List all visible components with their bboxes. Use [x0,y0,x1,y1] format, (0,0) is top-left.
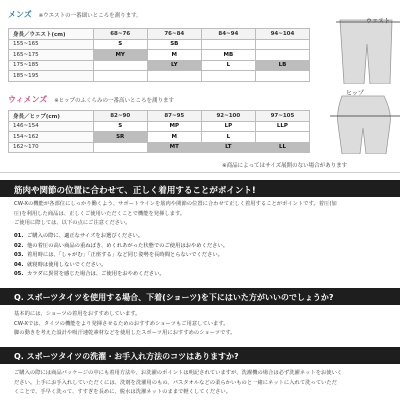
height-cell: 154~162 [9,132,94,143]
size-cell [201,39,255,50]
men-size-title [8,9,142,20]
hip-figure-illustration [316,94,400,154]
list-item-text: 就寝時は使用しないでください。 [27,261,107,268]
size-cell: LL [255,142,309,153]
answer-line: ださい。上手にお手入れしていただくには、洗剤を洗濯用のもの、パスタオルなどの柔らかいものと一緒にネットに入れて洗っていただ [14,379,337,386]
size-cell [255,132,309,143]
waist-figure-label: ウエスト [366,18,391,25]
list-item-text: 他の着圧の高い商品の重ねばき、めくれあがった状態でのご使用はおやめください。 [27,242,229,249]
women-title-label: ウィメンズ [8,95,48,104]
fit-point-description [14,200,390,229]
list-item-number: 03. [14,252,24,258]
table-header-cell: 84~94 [201,29,255,40]
table-row [9,50,310,61]
size-cell: MB [201,50,255,61]
size-cell: LY [147,60,201,71]
list-item-text: ご購入の際に、適正なサイズをお選びください。 [27,233,144,239]
list-item-number: 01. [14,233,24,239]
size-cell [255,50,309,61]
list-item-text: 着用時には、「しゃがむ」「正座する」など同じ姿勢を長時間とらないでください。 [27,252,223,258]
size-cell [93,71,147,82]
table-header-cell: 68~76 [93,29,147,40]
size-cell: M [147,50,201,61]
size-cell: LB [255,60,309,71]
answer-line: 脚の動きを考えた設計や吸汗速乾素材などを使用したスポーツ用におすすめのショーツです。 [14,330,236,336]
size-cell: S [93,121,147,132]
divider [0,172,400,173]
table-header-cell: 身長／ヒップ(cm) [9,111,94,122]
table-header-cell: 97~105 [255,111,309,122]
answer-line: くことで、手早く洗って、すすぎを長めに、脱水は洗濯ネットのままで軽くしてください。 [14,389,232,395]
height-cell: 165~175 [9,50,94,61]
size-cell: MP [147,121,201,132]
list-item [14,242,390,252]
list-item [14,270,390,280]
size-cell [255,71,309,82]
list-item-number: 02. [14,242,24,249]
table-header-cell: 82~90 [93,111,147,122]
table-row [9,71,310,82]
women-measure-note: ※ヒップのふくらみの一番高いところを測ります [54,98,175,104]
size-cell: LLP [255,121,309,132]
women-size-title [8,94,174,105]
list-item [14,261,390,271]
size-cell: MY [93,50,147,61]
table-header-cell: 87~95 [147,111,201,122]
caution-list [14,232,390,280]
size-cell [93,142,147,153]
table-row [9,121,310,132]
answer-line: ご購入の際には商品パッケージの中にも着用方法や、お洗濯のポイントは明記されていますが、洗濯機の場合は必ず洗濯ネットをお使いく [14,370,343,376]
description-line: ご使用に際しては、以下の点にご注意ください。 [14,220,131,226]
table-row [9,142,310,153]
list-item-number: 05. [14,271,24,277]
size-cell: SB [147,39,201,50]
table-header-row [9,111,310,122]
table-header-cell: 94~104 [255,29,309,40]
list-item [14,232,390,242]
size-cell [255,39,309,50]
size-cell: LP [201,121,255,132]
table-header-cell: 76~84 [147,29,201,40]
list-item [14,251,390,261]
size-cell: S [93,39,147,50]
faq-washing-heading: Q. スポーツタイツの洗濯・お手入れ方法のコツはありますか? [0,347,400,364]
faq-washing-answer [14,369,390,398]
description-line: 圧)を利用した商品は、正しくご使用いただくことで機能を発揮します。 [14,210,186,217]
table-header-cell: 身長／ウエスト(cm) [9,29,94,40]
faq-underwear-heading: Q. スポーツタイツを使用する場合、下着(ショーツ)を下にはいた方がいいのでしょうか? [0,288,400,305]
men-measure-note: ※ウエストの一番細いところを測ります。 [38,13,142,19]
table-row [9,39,310,50]
height-cell: 146~154 [9,121,94,132]
height-cell: 155~165 [9,39,94,50]
faq-underwear-answer [14,310,390,339]
size-cell [147,71,201,82]
men-title-label: メンズ [8,10,32,19]
list-item-text: カラダに異常を感じた場合は、ご使用をおやめください。 [27,271,165,277]
hip-figure-label: ヒップ [346,90,364,97]
height-cell: 185~195 [9,71,94,82]
size-cell: LT [201,142,255,153]
size-cell: SR [93,132,147,143]
answer-line: CW-Xでは、タイツの機能をより発揮させるためのおすすめショーツもご用意しています。 [14,320,229,327]
description-line: CW-Xの機能が各部位にしっかり働くよう、サポートラインを筋肉や関節の位置に合わせて正しく着用することがポイントです。着圧(加 [14,201,337,207]
women-size-table [8,110,310,153]
height-cell: 175~185 [9,60,94,71]
height-cell: 162~170 [9,142,94,153]
size-cell: M [147,132,201,143]
table-row [9,60,310,71]
size-cell [201,71,255,82]
men-size-table [8,28,310,82]
answer-line: 基本的には、ショーツの着用をおすすめしています。 [14,311,141,317]
list-item-number: 04. [14,261,24,268]
fit-point-heading: 筋肉や関節の位置に合わせて、正しく着用することがポイント! [0,180,400,197]
size-cell [93,60,147,71]
size-availability-note: ※商品によってはサイズ展開のない場合があります [222,163,348,169]
size-cell: L [201,60,255,71]
size-cell: MT [147,142,201,153]
table-header-cell: 92~100 [201,111,255,122]
table-header-row [9,29,310,40]
table-row [9,132,310,143]
size-cell: L [201,132,255,143]
